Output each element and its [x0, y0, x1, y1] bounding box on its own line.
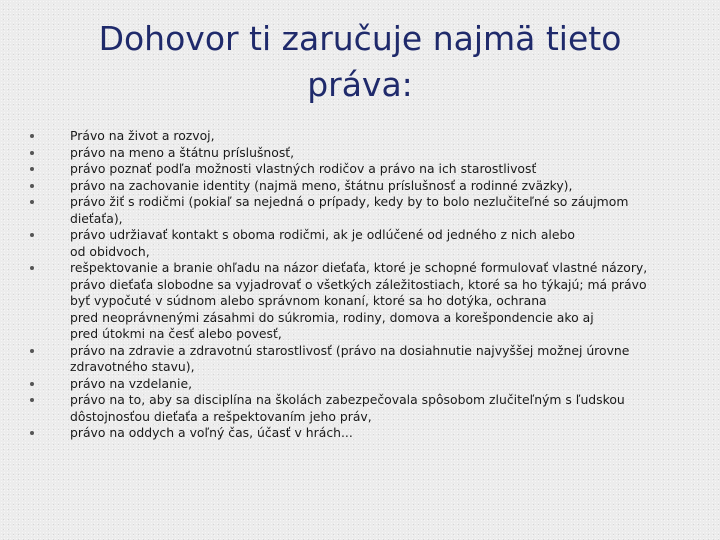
bullet-icon — [30, 167, 34, 171]
list-item-text: právo poznať podľa možnosti vlastných rodičov a právo na ich starostlivosť — [70, 161, 537, 176]
list-item — [28, 161, 688, 178]
list-item-text: právo na meno a štátnu príslušnosť, — [70, 144, 295, 160]
list-item — [28, 392, 688, 425]
slide-title — [40, 16, 680, 108]
list-item-text: dôstojnosťou dieťaťa a rešpektovaním jeho práv, — [70, 408, 372, 424]
list-item-text: právo na oddych a voľný čas, účasť v hrách... — [70, 425, 353, 440]
list-item-text: právo udržiavať kontakt s oboma rodičmi, ak je odlúčené od jedného z nich alebo — [70, 227, 575, 242]
bullet-icon — [30, 431, 34, 435]
list-item — [28, 343, 688, 376]
bullet-icon — [30, 398, 34, 402]
list-item-text: Právo na život a rozvoj, — [70, 128, 215, 143]
list-item-text: právo na zachovanie identity (najmä meno, štátnu príslušnosť a rodinné zväzky), — [70, 177, 573, 193]
bullet-icon — [30, 266, 34, 270]
list-item — [28, 128, 688, 145]
list-item — [28, 227, 688, 260]
bullet-icon — [30, 151, 34, 155]
list-item-text: právo žiť s rodičmi (pokiaľ sa nejedná o prípady, kedy by to bolo nezlučiteľné so záujmom — [70, 194, 629, 209]
list-item-text: dieťaťa), — [70, 210, 123, 226]
list-item-text: právo na to, aby sa disciplína na školách zabezpečovala spôsobom zlučiteľným s ľudskou — [70, 392, 625, 407]
list-item — [28, 145, 688, 162]
bullet-icon — [30, 382, 34, 386]
list-item-text: od obidvoch, — [70, 243, 150, 259]
list-item-text: byť vypočuté v súdnom alebo správnom konaní, ktoré sa ho dotýka, ochrana — [70, 293, 547, 308]
list-item-text: právo dieťaťa slobodne sa vyjadrovať o všetkých záležitostiach, ktoré sa ho týkajú; má právo — [70, 276, 647, 292]
bullet-icon — [30, 200, 34, 204]
list-item — [28, 376, 688, 393]
slide-title-line-2: práva: — [307, 65, 413, 104]
bullet-icon — [30, 233, 34, 237]
list-item — [28, 425, 688, 442]
list-item-text: zdravotného stavu), — [70, 359, 195, 374]
slide-title-line-1: Dohovor ti zaručuje najmä tieto — [98, 19, 622, 58]
list-item-text: pred neoprávnenými zásahmi do súkromia, rodiny, domova a korešpondencie ako aj — [70, 309, 594, 325]
list-item — [28, 194, 688, 227]
list-item-text: rešpektovanie a branie ohľadu na názor dieťaťa, ktoré je schopné formulovať vlastné názory, — [70, 260, 648, 275]
list-item — [28, 260, 688, 343]
list-item-text: právo na vzdelanie, — [70, 375, 193, 391]
bullet-icon — [30, 349, 34, 353]
list-item-text: pred útokmi na česť alebo povesť, — [70, 326, 282, 341]
rights-list — [28, 128, 688, 442]
bullet-icon — [30, 134, 34, 138]
list-item — [28, 178, 688, 195]
bullet-icon — [30, 184, 34, 188]
list-item-text: právo na zdravie a zdravotnú starostlivosť (právo na dosiahnutie najvyššej možnej úrovne — [70, 342, 630, 358]
